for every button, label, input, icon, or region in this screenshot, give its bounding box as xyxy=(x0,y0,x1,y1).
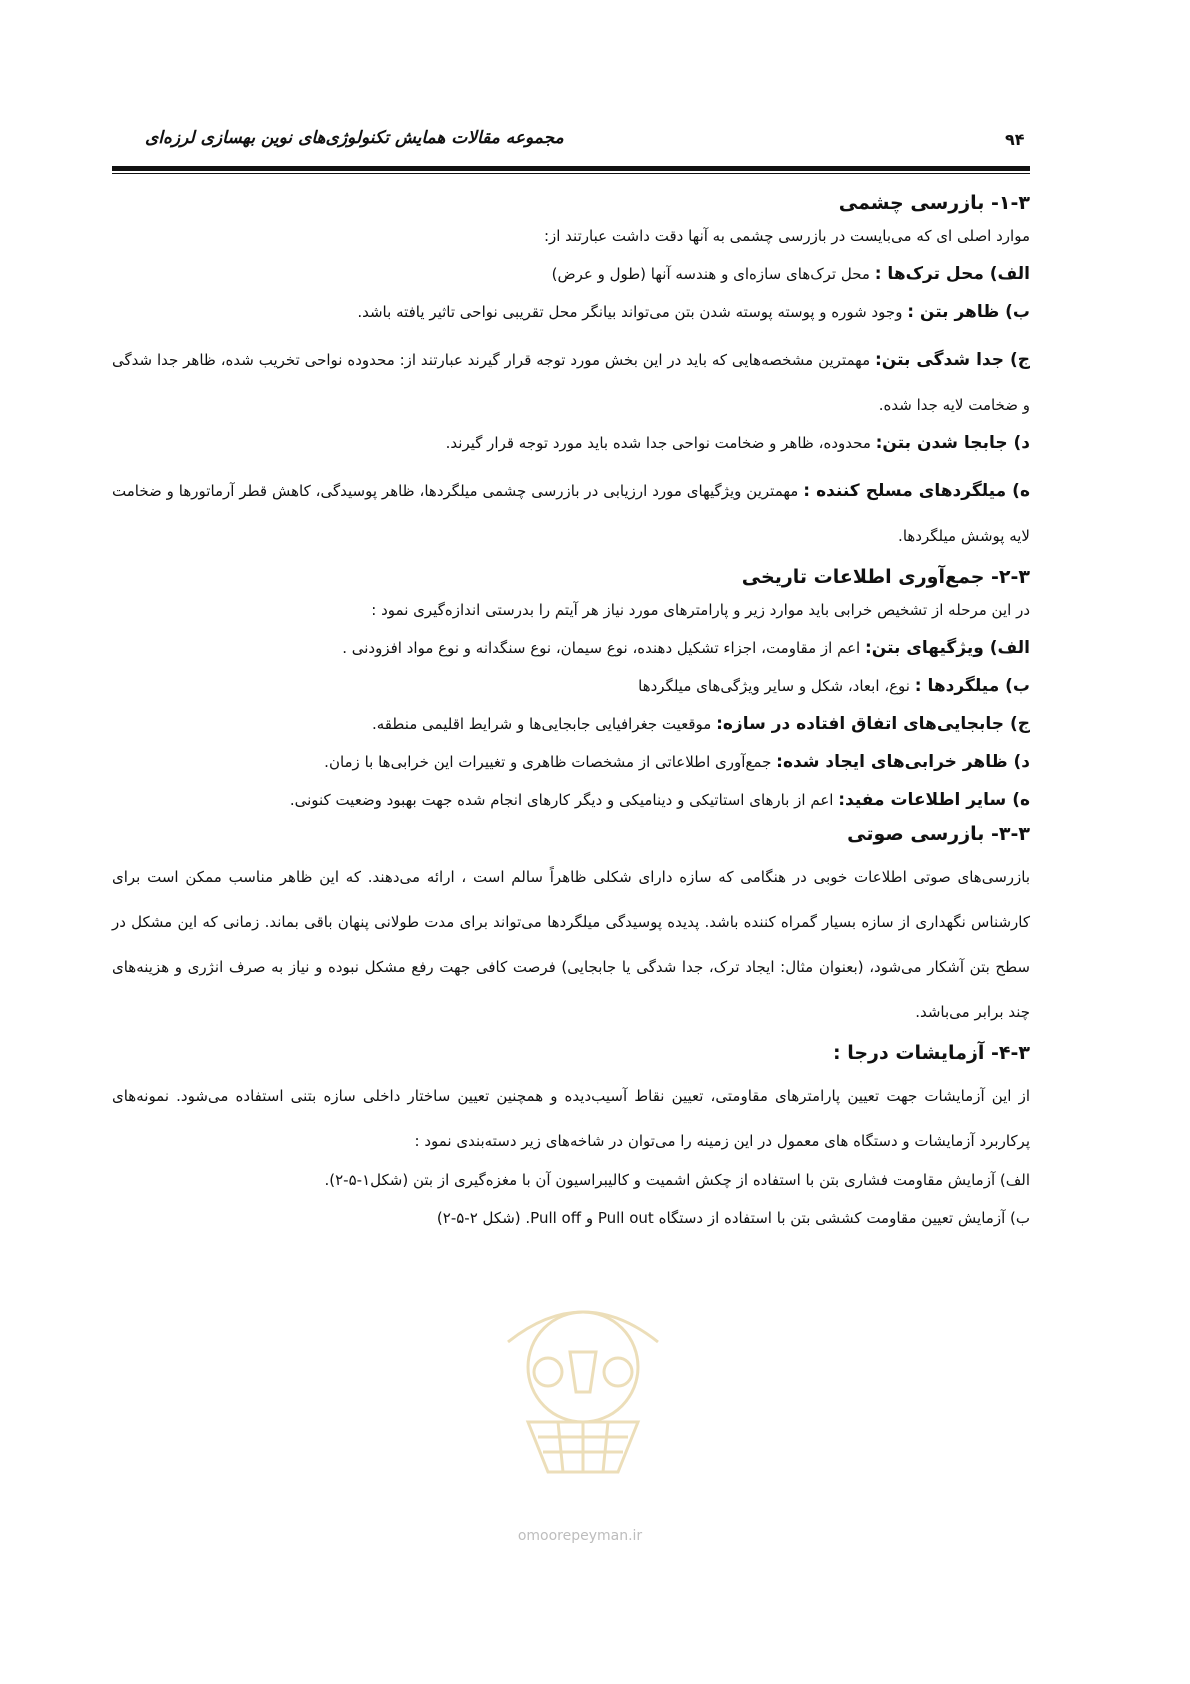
item-text: نوع، ابعاد، شکل و سایر ویژگی‌های میلگردها xyxy=(638,677,915,695)
list-item xyxy=(112,712,1030,737)
body-content xyxy=(112,186,1030,1244)
item-text: وجود شوره و پوسته پوسته شدن بتن می‌تواند بیانگر محل تقریبی نواحی تاثیر یافته باشد. xyxy=(357,303,908,321)
section-heading-historical-data: ۲-۳- جمع‌آوری اطلاعات تاریخی xyxy=(741,566,1030,588)
header-rule-thin xyxy=(112,173,1030,174)
list-item xyxy=(112,300,1030,325)
item-text: مهمترین مشخصه‌هایی که باید در این بخش مورد توجه قرار گیرند عبارتند از: محدوده نواحی تخریب شده، ظاهر جدا شدگی و ضخامت لایه جدا شده. xyxy=(112,351,1030,414)
header-rule-thick xyxy=(112,166,1030,171)
list-item xyxy=(112,469,1030,559)
item-text: اعم از بارهای استاتیکی و دینامیکی و دیگر کارهای انجام شده جهت بهبود وضعیت کنونی. xyxy=(289,791,839,809)
item-text: موقعیت جغرافیایی جابجایی‌ها و شرایط اقلیمی منطقه. xyxy=(372,715,717,733)
list-item xyxy=(112,431,1030,456)
list-item: ب) آزمایش تعیین مقاومت کششی بتن با استفاده از دستگاه Pull out و Pull off. (شکل ۲-۵-۲) xyxy=(436,1209,1030,1227)
item-label: ب) ظاهر بتن : xyxy=(907,302,1030,322)
item-text: اعم از مقاومت، اجزاء تشکیل دهنده، نوع سیمان، نوع سنگدانه و نوع مواد افزودنی . xyxy=(342,639,865,657)
item-text: محدوده، ظاهر و ضخامت نواحی جدا شده باید مورد توجه قرار گیرند. xyxy=(445,434,876,452)
item-text: جمع‌آوری اطلاعاتی از مشخصات ظاهری و تغییرات این خرابی‌ها با زمان. xyxy=(324,753,777,771)
paragraph: موارد اصلی ای که می‌بایست در بازرسی چشمی به آنها دقت داشت عبارتند از: xyxy=(543,227,1030,245)
item-text: مهمترین ویژگیهای مورد ارزیابی در بازرسی چشمی میلگردها، ظاهر پوسیدگی، کاهش قطر آرماتورها و ضخامت لایه پوشش میلگردها. xyxy=(112,482,1030,545)
section-heading-visual-inspection: ۱-۳- بازرسی چشمی xyxy=(838,192,1030,214)
paragraph: بازرسی‌های صوتی اطلاعات خوبی در هنگامی که سازه دارای شکلی ظاهراً سالم است ، ارائه می‌دهند. که این ظاهر مناسب ممکن است برای کارشناس نگهداری از سازه بسیار گمراه کننده باشد. پدیده پوسیدگی میلگردها می‌تواند برای مدت طولانی پنهان باقی بماند. زمانی که این مشکل در سطح بتن آشکار می‌شود، (بعنوان مثال: ایجاد ترک، جدا شدگی یا جابجایی) فرصت کافی جهت رفع مشکل نبوده و نیاز به صرف انژری و هزینه‌های چند برابر می‌باشد. xyxy=(112,868,1030,1021)
item-label: ج) جدا شدگی بتن: xyxy=(874,350,1031,370)
item-label: الف) محل ترک‌ها : xyxy=(874,264,1030,284)
paragraph: در این مرحله از تشخیص خرابی باید موارد زیر و پارامترهای مورد نیاز هر آیتم را بدرستی اندازه‌گیری نمود : xyxy=(371,601,1030,619)
section-heading-acoustic-inspection: ۳-۳- بازرسی صوتی xyxy=(847,823,1030,845)
section-heading-in-situ-tests: ۴-۳- آزمایشات درجا : xyxy=(833,1042,1030,1064)
item-label: ه) سایر اطلاعات مفید: xyxy=(838,790,1030,810)
item-label: الف) ویژگیهای بتن: xyxy=(864,638,1030,658)
item-text: محل ترک‌های سازه‌ای و هندسه آنها (طول و عرض) xyxy=(551,265,875,283)
list-item: الف) آزمایش مقاومت فشاری بتن با استفاده از چکش اشمیت و کالیبراسیون آن با مغزه‌گیری از بتن (شکل۱-۵-۲). xyxy=(324,1171,1030,1189)
page-number: ۹۴ xyxy=(1005,130,1025,149)
watermark-logo-icon xyxy=(478,1272,688,1482)
item-label: ب) میلگردها : xyxy=(914,676,1030,696)
list-item xyxy=(112,262,1030,287)
item-label: د) جابجا شدن بتن: xyxy=(875,433,1030,453)
item-label: ه) میلگردهای مسلح کننده : xyxy=(803,481,1030,501)
watermark-site-label: omoorepeyman.ir xyxy=(517,1528,643,1544)
list-item xyxy=(112,338,1030,428)
list-item xyxy=(112,750,1030,775)
list-item xyxy=(112,788,1030,813)
running-header-title: مجموعه مقالات همایش تکنولوژی‌های نوین بهسازی لرزه‌ای xyxy=(145,128,564,148)
paragraph: از این آزمایشات جهت تعیین پارامترهای مقاومتی، تعیین نقاط آسیب‌دیده و همچنین تعیین ساختار داخلی سازه بتنی استفاده می‌شود. نمونه‌های پرکاربرد آزمایشات و دستگاه های معمول در این زمینه را می‌توان در شاخه‌های زیر دسته‌بندی نمود : xyxy=(112,1087,1030,1150)
list-item xyxy=(112,674,1030,699)
item-label: ج) جابجایی‌های اتفاق افتاده در سازه: xyxy=(716,714,1030,734)
item-label: د) ظاهر خرابی‌های ایجاد شده: xyxy=(776,752,1030,772)
list-item xyxy=(112,636,1030,661)
